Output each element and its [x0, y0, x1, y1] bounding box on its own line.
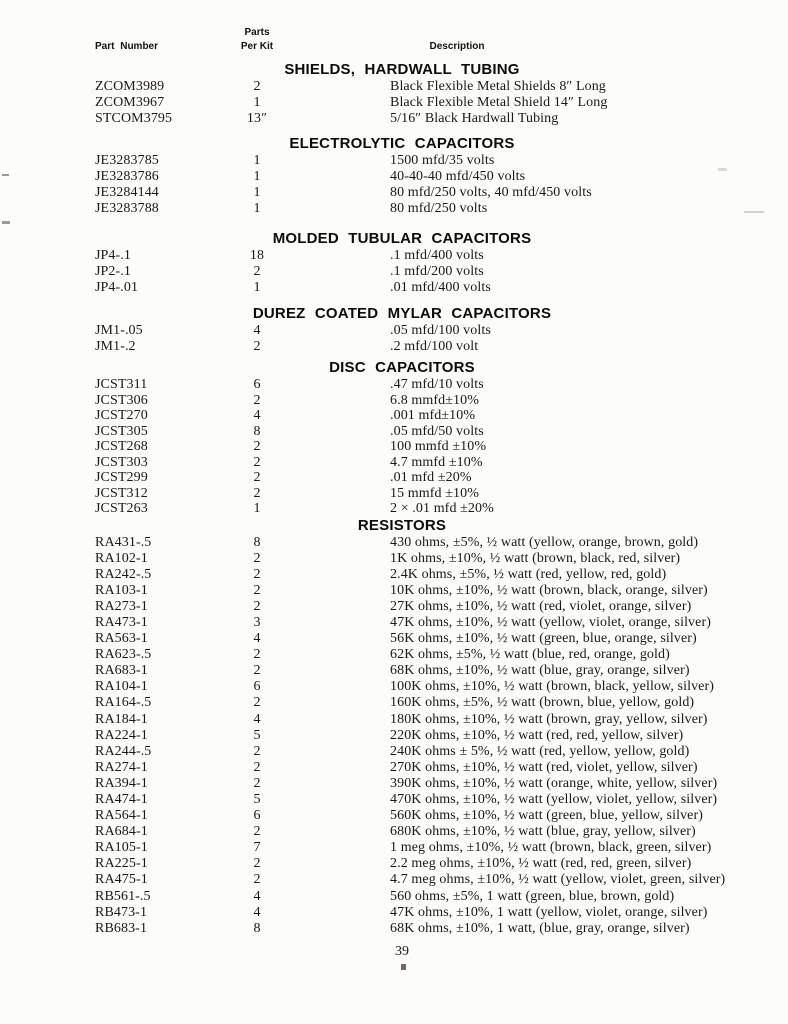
- table-row: [95, 551, 755, 567]
- table-row: [95, 169, 755, 185]
- description-cell: 4.7 meg ohms, ±10%, ½ watt (yellow, violet, green, silver): [390, 872, 726, 888]
- description-cell: .1 mfd/200 volts: [390, 264, 484, 279]
- parts-per-kit-cell: 4: [253, 631, 261, 647]
- description-cell: 220K ohms, ±10%, ½ watt (red, red, yellow, silver): [390, 727, 684, 743]
- parts-per-kit-cell: 4: [253, 408, 261, 423]
- table-row: [95, 872, 755, 888]
- table-row: [95, 744, 755, 760]
- description-cell: 180K ohms, ±10%, ½ watt (brown, gray, yellow, silver): [390, 711, 708, 727]
- parts-per-kit-cell: 5: [253, 727, 261, 743]
- scan-artifact: [2, 174, 9, 176]
- part-number-cell: JE3283785: [95, 153, 159, 168]
- table-row: [95, 153, 755, 169]
- description-cell: 68K ohms, ±10%, 1 watt, (blue, gray, orange, silver): [390, 920, 690, 936]
- section-rows: [95, 248, 755, 296]
- part-number-cell: RA224-1: [95, 727, 148, 743]
- description-cell: 2 × .01 mfd ±20%: [390, 501, 494, 516]
- parts-per-kit-cell: 1: [253, 153, 261, 168]
- table-row: [95, 535, 755, 551]
- parts-per-kit-cell: 6: [253, 808, 261, 824]
- parts-per-kit-cell: 2: [253, 647, 261, 663]
- parts-per-kit-cell: 2: [253, 550, 261, 566]
- table-row: [95, 408, 755, 424]
- parts-per-kit-cell: 8: [253, 423, 261, 439]
- part-number-cell: JCST303: [95, 454, 148, 470]
- description-cell: 1K ohms, ±10%, ½ watt (brown, black, red, silver): [390, 550, 681, 566]
- part-number-cell: ZCOM3989: [95, 79, 165, 94]
- parts-per-kit-cell: 8: [253, 920, 261, 936]
- table-row: [95, 792, 755, 808]
- description-cell: 56K ohms, ±10%, ½ watt (green, blue, orange, silver): [390, 631, 697, 647]
- parts-per-kit-cell: 2: [253, 79, 261, 94]
- section-rows: [95, 535, 755, 937]
- part-number-cell: JP4-.01: [95, 280, 139, 295]
- table-row: [95, 393, 755, 409]
- part-number-cell: RA474-1: [95, 792, 148, 807]
- table-row: [95, 424, 755, 440]
- description-cell: 1500 mfd/35 volts: [390, 153, 495, 168]
- table-row: [95, 111, 755, 127]
- part-number-cell: RA431-.5: [95, 534, 152, 550]
- table-row: [95, 695, 755, 711]
- table-row: [95, 905, 755, 921]
- description-cell: 1 meg ohms, ±10%, ½ watt (brown, black, green, silver): [390, 840, 712, 856]
- description-cell: 390K ohms, ±10%, ½ watt (orange, white, yellow, silver): [390, 775, 718, 791]
- part-number-cell: JP2-.1: [95, 264, 131, 279]
- table-row: [95, 264, 755, 280]
- description-cell: 240K ohms ± 5%, ½ watt (red, yellow, yellow, gold): [390, 743, 690, 759]
- parts-per-kit-cell: 2: [253, 872, 261, 888]
- table-row: [95, 280, 755, 296]
- part-number-cell: RA105-1: [95, 840, 148, 856]
- parts-per-kit-cell: 13″: [246, 111, 268, 126]
- part-number-cell: RA473-1: [95, 614, 148, 630]
- parts-section: [95, 135, 755, 217]
- description-cell: .47 mfd/10 volts: [390, 377, 484, 392]
- table-row: [95, 470, 755, 486]
- page-content: [95, 26, 755, 960]
- parts-per-kit-cell: 8: [253, 534, 261, 550]
- page-number: 39: [395, 943, 409, 959]
- parts-per-kit-cell: 4: [253, 888, 261, 904]
- table-row: [95, 921, 755, 937]
- description-cell: 10K ohms, ±10%, ½ watt (brown, black, orange, silver): [390, 582, 708, 598]
- scan-artifact: [2, 221, 10, 224]
- column-header-parts-per-kit-line1: Parts: [244, 27, 270, 38]
- part-number-cell: RA103-1: [95, 582, 148, 598]
- description-cell: 560K ohms, ±10%, ½ watt (green, blue, yellow, silver): [390, 808, 704, 824]
- parts-per-kit-cell: 2: [253, 264, 261, 279]
- part-number-cell: JCST268: [95, 439, 148, 454]
- description-cell: .01 mfd ±20%: [390, 470, 472, 485]
- description-cell: 270K ohms, ±10%, ½ watt (red, violet, yellow, silver): [390, 759, 698, 775]
- table-row: [95, 455, 755, 471]
- parts-per-kit-cell: 2: [253, 663, 261, 679]
- parts-per-kit-cell: 2: [253, 856, 261, 872]
- table-row: [95, 776, 755, 792]
- parts-per-kit-cell: 2: [253, 743, 261, 759]
- parts-per-kit-cell: 2: [253, 439, 261, 454]
- parts-per-kit-cell: 2: [253, 470, 261, 485]
- description-cell: 5/16″ Black Hardwall Tubing: [390, 111, 559, 126]
- part-number-cell: JM1-.2: [95, 339, 136, 354]
- description-cell: 62K ohms, ±5%, ½ watt (blue, red, orange, gold): [390, 647, 670, 663]
- part-number-cell: RA684-1: [95, 824, 148, 840]
- parts-per-kit-cell: 1: [253, 280, 261, 295]
- description-cell: Black Flexible Metal Shields 8″ Long: [390, 79, 606, 94]
- table-row: [95, 599, 755, 615]
- part-number-cell: RA274-1: [95, 759, 148, 775]
- part-number-cell: JM1-.05: [95, 323, 143, 338]
- description-cell: 560 ohms, ±5%, 1 watt (green, blue, brown, gold): [390, 888, 675, 904]
- description-cell: 430 ohms, ±5%, ½ watt (yellow, orange, brown, gold): [390, 534, 699, 550]
- part-number-cell: JCST263: [95, 501, 148, 516]
- scan-artifact: [401, 964, 406, 970]
- description-cell: 160K ohms, ±5%, ½ watt (brown, blue, yellow, gold): [390, 695, 695, 711]
- section-title: DISC CAPACITORS: [329, 359, 475, 376]
- part-number-cell: RA394-1: [95, 775, 148, 791]
- parts-per-kit-cell: 1: [253, 185, 261, 200]
- description-cell: .05 mfd/50 volts: [390, 423, 484, 439]
- parts-per-kit-cell: 4: [253, 904, 261, 920]
- table-row: [95, 567, 755, 583]
- table-row: [95, 248, 755, 264]
- parts-per-kit-cell: 2: [253, 759, 261, 775]
- description-cell: 100K ohms, ±10%, ½ watt (brown, black, yellow, silver): [390, 679, 715, 695]
- part-number-cell: JCST311: [95, 377, 148, 392]
- table-row: [95, 501, 755, 517]
- part-number-cell: RA564-1: [95, 808, 148, 824]
- description-cell: .2 mfd/100 volt: [390, 339, 479, 354]
- parts-per-kit-cell: 2: [253, 392, 261, 408]
- parts-section: [95, 230, 755, 296]
- parts-per-kit-cell: 2: [253, 824, 261, 840]
- parts-section: [95, 305, 755, 355]
- description-cell: 470K ohms, ±10%, ½ watt (yellow, violet, yellow, silver): [390, 792, 718, 807]
- table-row: [95, 201, 755, 217]
- description-cell: 100 mmfd ±10%: [390, 439, 487, 454]
- part-number-cell: RA184-1: [95, 711, 148, 727]
- table-row: [95, 339, 755, 355]
- description-cell: 2.2 meg ohms, ±10%, ½ watt (red, red, green, silver): [390, 856, 692, 872]
- table-row: [95, 663, 755, 679]
- table-row: [95, 712, 755, 728]
- part-number-cell: RA475-1: [95, 872, 148, 888]
- part-number-cell: JCST270: [95, 408, 148, 423]
- parts-per-kit-cell: 2: [253, 454, 261, 470]
- part-number-cell: RA563-1: [95, 631, 148, 647]
- parts-per-kit-cell: 4: [253, 323, 261, 338]
- section-title: DUREZ COATED MYLAR CAPACITORS: [252, 305, 552, 322]
- description-cell: 680K ohms, ±10%, ½ watt (blue, gray, yellow, silver): [390, 824, 696, 840]
- part-number-cell: RA244-.5: [95, 743, 152, 759]
- table-row: [95, 583, 755, 599]
- parts-per-kit-cell: 18: [249, 248, 265, 263]
- section-rows: [95, 153, 755, 217]
- description-cell: .01 mfd/400 volts: [390, 280, 491, 295]
- description-cell: .05 mfd/100 volts: [390, 323, 491, 338]
- part-number-cell: RA242-.5: [95, 566, 152, 582]
- part-number-cell: JE3283788: [95, 201, 159, 216]
- description-cell: 6.8 mmfd±10%: [390, 392, 479, 408]
- part-number-cell: RA623-.5: [95, 647, 152, 663]
- part-number-cell: RA225-1: [95, 856, 148, 872]
- section-rows: [95, 79, 755, 127]
- description-cell: 80 mfd/250 volts: [390, 201, 488, 216]
- part-number-cell: ZCOM3967: [95, 95, 165, 110]
- part-number-cell: JE3283786: [95, 169, 159, 184]
- table-row: [95, 377, 755, 393]
- section-rows: [95, 377, 755, 517]
- parts-per-kit-cell: 2: [253, 485, 261, 501]
- parts-per-kit-cell: 6: [253, 377, 261, 392]
- part-number-cell: JCST306: [95, 392, 148, 408]
- table-row: [95, 185, 755, 201]
- part-number-cell: RB561-.5: [95, 888, 151, 904]
- table-row: [95, 323, 755, 339]
- sections-container: [95, 61, 755, 937]
- part-number-cell: RA164-.5: [95, 695, 152, 711]
- table-row: [95, 808, 755, 824]
- section-rows: [95, 323, 755, 355]
- description-cell: 40-40-40 mfd/450 volts: [390, 169, 526, 184]
- parts-per-kit-cell: 2: [253, 775, 261, 791]
- table-row: [95, 439, 755, 455]
- column-header-description: Description: [429, 41, 485, 52]
- description-cell: 80 mfd/250 volts, 40 mfd/450 volts: [390, 185, 592, 200]
- parts-per-kit-cell: 3: [253, 614, 261, 630]
- description-cell: 47K ohms, ±10%, 1 watt (yellow, violet, orange, silver): [390, 904, 708, 920]
- table-row: [95, 631, 755, 647]
- scan-artifact: [718, 168, 727, 171]
- table-row: [95, 889, 755, 905]
- column-header-parts-per-kit-line2: Per Kit: [240, 41, 274, 52]
- table-row: [95, 95, 755, 111]
- section-title: RESISTORS: [357, 516, 447, 534]
- part-number-cell: STCOM3795: [95, 111, 173, 126]
- scan-artifact: [744, 211, 764, 213]
- parts-per-kit-cell: 2: [253, 598, 261, 614]
- description-cell: 47K ohms, ±10%, ½ watt (yellow, violet, orange, silver): [390, 614, 711, 630]
- parts-per-kit-cell: 2: [253, 582, 261, 598]
- parts-per-kit-cell: 4: [253, 711, 261, 727]
- parts-section: [95, 517, 755, 937]
- part-number-cell: RA683-1: [95, 663, 148, 679]
- description-cell: 2.4K ohms, ±5%, ½ watt (red, yellow, red, gold): [390, 566, 667, 582]
- description-cell: .001 mfd±10%: [390, 408, 476, 423]
- part-number-cell: RA102-1: [95, 550, 148, 566]
- parts-per-kit-cell: 5: [253, 792, 261, 807]
- part-number-cell: RA104-1: [95, 679, 148, 695]
- table-row: [95, 728, 755, 744]
- description-cell: Black Flexible Metal Shield 14″ Long: [390, 95, 608, 110]
- part-number-cell: RA273-1: [95, 598, 148, 614]
- parts-per-kit-cell: 7: [253, 840, 261, 856]
- table-row: [95, 79, 755, 95]
- section-title: MOLDED TUBULAR CAPACITORS: [272, 230, 532, 247]
- description-cell: 68K ohms, ±10%, ½ watt (blue, gray, orange, silver): [390, 663, 690, 679]
- table-row: [95, 760, 755, 776]
- part-number-cell: JE3284144: [95, 185, 159, 200]
- parts-per-kit-cell: 1: [253, 95, 261, 110]
- part-number-cell: JCST312: [95, 485, 148, 501]
- part-number-cell: JCST305: [95, 423, 148, 439]
- parts-per-kit-cell: 2: [253, 339, 261, 354]
- part-number-cell: RB473-1: [95, 904, 148, 920]
- table-row: [95, 856, 755, 872]
- section-title: SHIELDS, HARDWALL TUBING: [284, 61, 520, 78]
- parts-section: [95, 61, 755, 127]
- parts-per-kit-cell: 1: [253, 201, 261, 216]
- table-row: [95, 840, 755, 856]
- parts-per-kit-cell: 1: [253, 501, 261, 516]
- table-column-headers: [95, 26, 755, 54]
- column-header-part-number: Part Number: [95, 41, 159, 52]
- table-row: [95, 615, 755, 631]
- parts-per-kit-cell: 1: [253, 169, 261, 184]
- section-title: ELECTROLYTIC CAPACITORS: [289, 135, 515, 152]
- table-row: [95, 486, 755, 502]
- parts-section: [95, 359, 755, 517]
- description-cell: 4.7 mmfd ±10%: [390, 454, 483, 470]
- table-row: [95, 824, 755, 840]
- part-number-cell: JCST299: [95, 470, 148, 485]
- parts-per-kit-cell: 2: [253, 695, 261, 711]
- part-number-cell: JP4-.1: [95, 248, 131, 263]
- description-cell: .1 mfd/400 volts: [390, 248, 484, 263]
- table-row: [95, 647, 755, 663]
- parts-per-kit-cell: 2: [253, 566, 261, 582]
- part-number-cell: RB683-1: [95, 920, 148, 936]
- table-row: [95, 679, 755, 695]
- description-cell: 15 mmfd ±10%: [390, 485, 479, 501]
- description-cell: 27K ohms, ±10%, ½ watt (red, violet, orange, silver): [390, 598, 692, 614]
- parts-per-kit-cell: 6: [253, 679, 261, 695]
